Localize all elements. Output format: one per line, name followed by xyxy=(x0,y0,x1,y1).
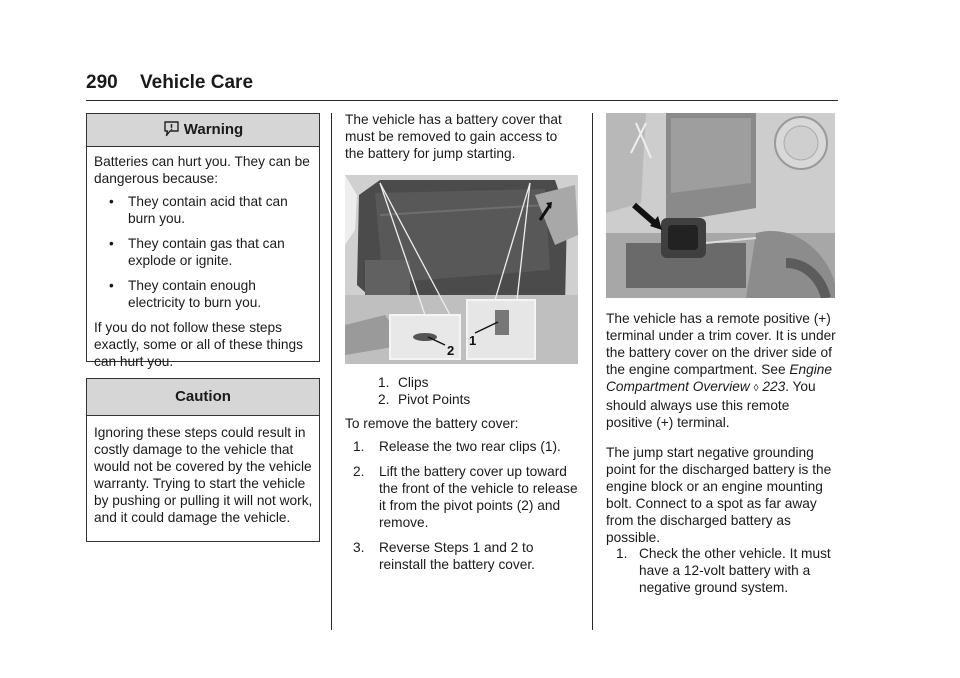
procedure-section xyxy=(345,415,583,581)
grounding-point-paragraph: The jump start negative grounding point for the discharged battery is the engine block or an engine mounting bolt. Connect to a spot as far away from the discharged battery as possible. xyxy=(606,445,832,545)
step-text: Release the two rear clips (1). xyxy=(379,439,561,454)
warning-icon xyxy=(163,121,180,137)
engine-compartment-link[interactable]: Engine Compartment Overview xyxy=(606,362,832,394)
procedure-intro: To remove the battery cover: xyxy=(345,416,519,431)
remote-terminal-illustration xyxy=(606,113,835,298)
step-text: Lift the battery cover up toward the front of the vehicle to release it from the pivot points (2) and remove. xyxy=(379,464,578,530)
callout-1: 1 xyxy=(469,333,477,348)
right-steps xyxy=(606,545,838,604)
legend-number: 2. xyxy=(378,392,390,407)
step-number: 2. xyxy=(353,464,365,479)
remote-terminal-text: The vehicle has a remote positive (+) terminal under a trim cover. It is under the battery cover on the driver side of the engine compartment. See xyxy=(606,311,836,377)
step-number: 1. xyxy=(616,546,628,561)
page-header xyxy=(86,70,838,101)
step-number: 1. xyxy=(353,439,365,454)
warning-header xyxy=(87,114,319,147)
step-text: Check the other vehicle. It must have a 12-volt battery with a negative ground system. xyxy=(639,546,831,595)
procedure-step xyxy=(345,438,583,455)
warning-box xyxy=(86,113,320,369)
warning-bullet: • They contain acid that can burn you. xyxy=(109,194,288,226)
legend-text: Pivot Points xyxy=(398,392,471,407)
page-ref-icon: ◊ xyxy=(753,383,759,394)
procedure-step xyxy=(606,545,838,596)
caution-header: Caution xyxy=(87,379,319,416)
warning-bullet: • They contain enough electricity to burn you. xyxy=(109,278,262,310)
legend-text: Clips xyxy=(398,375,429,390)
procedure-step xyxy=(345,539,583,573)
warning-bullet-text: They contain gas that can explode or ignite. xyxy=(128,236,285,268)
column-divider-left xyxy=(331,113,332,630)
battery-cover-illustration xyxy=(345,175,578,364)
legend-item xyxy=(345,391,580,408)
procedure-step xyxy=(345,463,583,531)
warning-closing: If you do not follow these steps exactly, some or all of these things can hurt you. xyxy=(94,320,303,369)
warning-bullet-text: They contain acid that can burn you. xyxy=(128,194,288,226)
warning-intro: Batteries can hurt you. They can be dangerous because: xyxy=(94,154,310,186)
remote-terminal-text-end: . You should always use this remote positive (+) terminal. xyxy=(606,379,816,430)
figure-legend xyxy=(345,374,580,408)
remote-terminal-paragraph xyxy=(606,310,838,431)
section-title: Vehicle Care xyxy=(140,72,254,93)
caution-body: Ignoring these steps could result in costly damage to the vehicle that would not be covered by the vehicle warranty. Trying to start the vehicle by pushing or pulling it will not work, and it could damage the vehicle. xyxy=(94,425,313,525)
warning-title: Warning xyxy=(183,121,244,138)
caution-box xyxy=(86,378,320,542)
legend-item xyxy=(345,374,580,391)
column-divider-right xyxy=(592,113,593,630)
step-number: 3. xyxy=(353,540,365,555)
warning-bullet-text: They contain enough electricity to burn you. xyxy=(128,278,262,310)
battery-cover-intro: The vehicle has a battery cover that must be removed to gain access to the battery for jump starting. xyxy=(345,112,562,161)
page-number: 290 xyxy=(86,72,118,93)
page-ref-number[interactable]: 223 xyxy=(762,379,786,394)
legend-number: 1. xyxy=(378,375,390,390)
step-text: Reverse Steps 1 and 2 to reinstall the battery cover. xyxy=(379,540,535,572)
warning-bullet: • They contain gas that can explode or ignite. xyxy=(109,236,285,268)
callout-2: 2 xyxy=(447,343,455,358)
